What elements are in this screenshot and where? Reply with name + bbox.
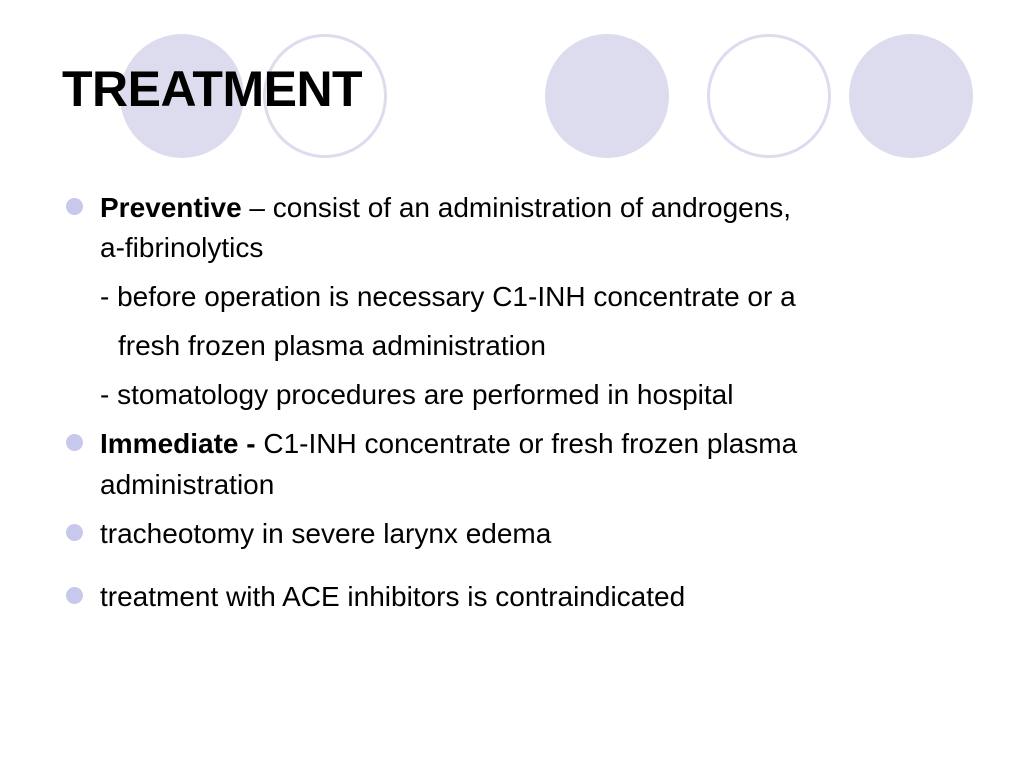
- decorative-circle-outline: [707, 34, 831, 158]
- sub-line-before-operation: - before operation is necessary C1-INH concentrate or a: [100, 281, 796, 312]
- bullet-heading-immediate: Immediate -: [100, 428, 264, 459]
- slide-title: TREATMENT: [62, 61, 363, 117]
- bullet-dot-icon: [66, 524, 83, 541]
- decorative-circle-filled: [849, 34, 973, 158]
- bullet-tracheotomy: tracheotomy in severe larynx edema: [100, 518, 552, 549]
- bullet-heading-preventive: Preventive: [100, 192, 242, 223]
- bullet-preventive: [100, 188, 791, 228]
- sub-line-plasma: fresh frozen plasma administration: [118, 330, 546, 361]
- sub-line-stomatology: - stomatology procedures are performed in hospital: [100, 379, 734, 410]
- bullet-text: C1-INH concentrate or fresh frozen plasma: [263, 428, 798, 459]
- bullet-ace-inhibitors: treatment with ACE inhibitors is contraindicated: [100, 581, 686, 612]
- bullet-immediate: [100, 424, 797, 464]
- bullet-dot-icon: [66, 198, 83, 215]
- bullet-continuation: a-fibrinolytics: [100, 232, 264, 263]
- bullet-text: – consist of an administration of androgens,: [241, 192, 792, 223]
- bullet-dot-icon: [66, 434, 83, 451]
- bullet-continuation: administration: [100, 469, 275, 500]
- bullet-dot-icon: [66, 587, 83, 604]
- decorative-circle-filled: [545, 34, 669, 158]
